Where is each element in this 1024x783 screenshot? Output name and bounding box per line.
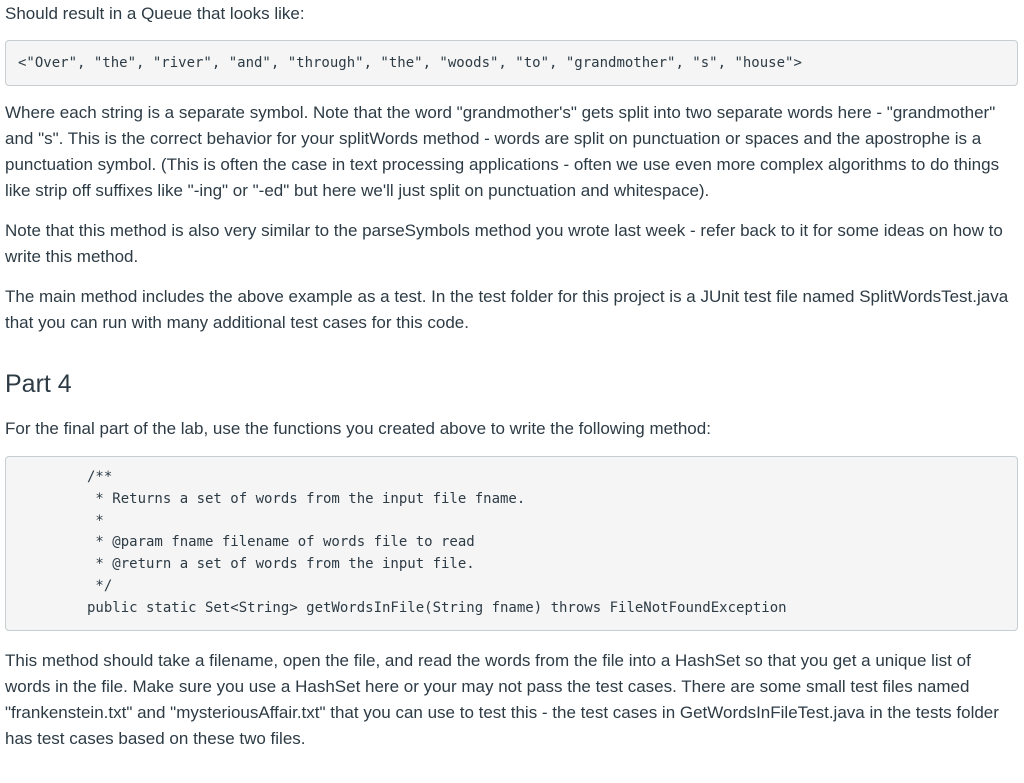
paragraph-parse-symbols-note: Note that this method is also very similar to the parseSymbols method you wrote last week - refer back to it for some ideas on how to write this method. [5, 221, 1003, 266]
queue-example-code: <"Over", "the", "river", "and", "through", "the", "woods", "to", "grandmother", "s", "house"> [5, 40, 1018, 86]
paragraph-main-method-test: The main method includes the above example as a test. In the test folder for this project is a JUnit test file named SplitWordsTest.java that you can run with many additional test cases for this code. [5, 287, 1009, 332]
code-line: public static Set<String> getWordsInFile(String fname) throws FileNotFoundException [87, 599, 787, 616]
part4-heading: Part 4 [5, 370, 72, 398]
code-line: * Returns a set of words from the input file fname. [87, 490, 526, 507]
method-signature-code [5, 456, 1018, 631]
code-line: */ [87, 577, 113, 594]
paragraph-split-explanation: Where each string is a separate symbol. Note that the word "grandmother's" gets split into two separate words here - "grandmother" and "s". This is the correct behavior for your splitWords method - words are split on punctuation or spaces and the apostrophe is a punctuation symbol. (This is often the case in text processing applications - often we use even more complex algorithms to do things like strip off suffixes like "-ing" or "-ed" but here we'll just split on punctuation and whitespace). [5, 103, 1000, 200]
code-line: * @param fname filename of words file to read [87, 534, 475, 551]
paragraph-hashset-instructions: This method should take a filename, open the file, and read the words from the file into a HashSet so that you get a unique list of words in the file. Make sure you use a HashSet here or your may not pass the test cases. There are some small test files named "frankenstein.txt" and "mysteriousAffair.txt" that you can use to test this - the test cases in GetWordsInFileTest.java in the tests folder has test cases based on these two files. [5, 651, 999, 748]
paragraph-final-part: For the final part of the lab, use the functions you created above to write the following method: [5, 419, 711, 438]
page-content [0, 1, 1024, 752]
code-line: * [87, 512, 104, 529]
code-line: /** [87, 469, 113, 485]
intro-text: Should result in a Queue that looks like: [5, 4, 305, 23]
code-line: * @return a set of words from the input file. [87, 556, 475, 573]
